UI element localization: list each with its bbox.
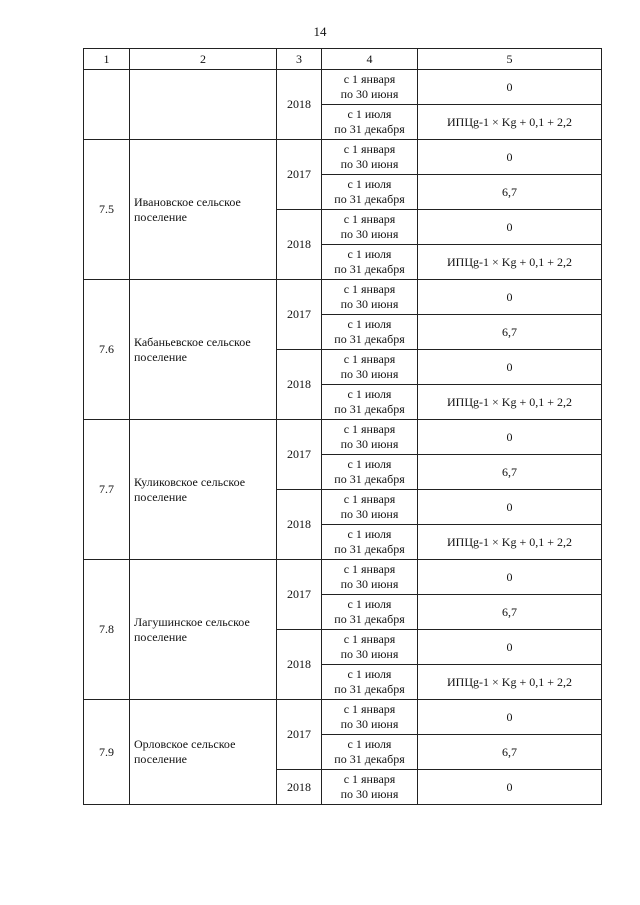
period-end: по 30 июня xyxy=(340,437,399,451)
period-start: с 1 января xyxy=(343,492,396,506)
header-col-4: 4 xyxy=(322,49,418,70)
period-cell xyxy=(322,700,418,735)
period-cell xyxy=(322,455,418,490)
year-cell: 2018 xyxy=(277,350,322,420)
value-cell: 0 xyxy=(418,770,602,805)
period-cell xyxy=(322,105,418,140)
period-start: с 1 июля xyxy=(347,527,392,541)
table-row xyxy=(84,560,602,595)
period-end: по 30 июня xyxy=(340,87,399,101)
period-cell xyxy=(322,525,418,560)
year-cell: 2017 xyxy=(277,280,322,350)
header-col-5: 5 xyxy=(418,49,602,70)
period-cell xyxy=(322,70,418,105)
value-cell: 6,7 xyxy=(418,175,602,210)
year-cell: 2017 xyxy=(277,420,322,490)
period-cell xyxy=(322,175,418,210)
tariff-table xyxy=(83,48,602,805)
value-cell: ИПЦg-1 × Kg + 0,1 + 2,2 xyxy=(418,525,602,560)
header-row xyxy=(84,49,602,70)
period-start: с 1 января xyxy=(343,282,396,296)
settlement-name-cell: Куликовское сельское поселение xyxy=(130,420,277,560)
value-cell: 0 xyxy=(418,420,602,455)
item-number-cell: 7.6 xyxy=(84,280,130,420)
item-number-cell: 7.8 xyxy=(84,560,130,700)
settlement-name-cell: Лагушинское сельское поселение xyxy=(130,560,277,700)
value-cell: 0 xyxy=(418,560,602,595)
item-number-cell: 7.5 xyxy=(84,140,130,280)
year-cell: 2017 xyxy=(277,700,322,770)
period-end: по 30 июня xyxy=(340,297,399,311)
settlement-name-cell: Орловское сельское поселение xyxy=(130,700,277,805)
year-cell: 2018 xyxy=(277,210,322,280)
value-cell: 0 xyxy=(418,350,602,385)
period-end: по 30 июня xyxy=(340,787,399,801)
table-row xyxy=(84,70,602,105)
period-cell xyxy=(322,315,418,350)
settlement-name-cell xyxy=(130,70,277,140)
period-end: по 30 июня xyxy=(340,367,399,381)
period-start: с 1 июля xyxy=(347,247,392,261)
period-start: с 1 января xyxy=(343,142,396,156)
period-start: с 1 июля xyxy=(347,667,392,681)
year-cell: 2018 xyxy=(277,770,322,805)
period-start: с 1 июля xyxy=(347,597,392,611)
period-start: с 1 июля xyxy=(347,107,392,121)
period-start: с 1 июля xyxy=(347,317,392,331)
period-end: по 31 декабря xyxy=(334,612,405,626)
period-end: по 31 декабря xyxy=(334,262,405,276)
period-end: по 31 декабря xyxy=(334,472,405,486)
period-end: по 30 июня xyxy=(340,577,399,591)
header-col-3: 3 xyxy=(277,49,322,70)
period-start: с 1 января xyxy=(343,772,396,786)
year-cell: 2018 xyxy=(277,630,322,700)
period-start: с 1 июля xyxy=(347,737,392,751)
period-end: по 31 декабря xyxy=(334,542,405,556)
period-cell xyxy=(322,245,418,280)
period-end: по 31 декабря xyxy=(334,122,405,136)
period-end: по 31 декабря xyxy=(334,402,405,416)
table-row xyxy=(84,700,602,735)
period-start: с 1 января xyxy=(343,422,396,436)
year-cell: 2018 xyxy=(277,490,322,560)
period-cell xyxy=(322,210,418,245)
value-cell: 0 xyxy=(418,490,602,525)
period-cell xyxy=(322,420,418,455)
period-end: по 31 декабря xyxy=(334,192,405,206)
value-cell: 0 xyxy=(418,70,602,105)
period-start: с 1 января xyxy=(343,702,396,716)
period-end: по 30 июня xyxy=(340,157,399,171)
period-end: по 31 декабря xyxy=(334,332,405,346)
period-start: с 1 июля xyxy=(347,387,392,401)
page-number: 14 xyxy=(313,24,327,39)
table-row xyxy=(84,420,602,455)
value-cell: ИПЦg-1 × Kg + 0,1 + 2,2 xyxy=(418,245,602,280)
period-start: с 1 января xyxy=(343,352,396,366)
table-row xyxy=(84,140,602,175)
period-cell xyxy=(322,350,418,385)
period-cell xyxy=(322,280,418,315)
year-cell: 2017 xyxy=(277,140,322,210)
table-row xyxy=(84,280,602,315)
period-cell xyxy=(322,735,418,770)
item-number-cell: 7.7 xyxy=(84,420,130,560)
period-end: по 30 июня xyxy=(340,647,399,661)
period-start: с 1 января xyxy=(343,632,396,646)
header-col-2: 2 xyxy=(130,49,277,70)
settlement-name-cell: Ивановское сельское поселение xyxy=(130,140,277,280)
value-cell: 0 xyxy=(418,280,602,315)
period-end: по 30 июня xyxy=(340,227,399,241)
value-cell: 6,7 xyxy=(418,735,602,770)
header-col-1: 1 xyxy=(84,49,130,70)
period-start: с 1 июля xyxy=(347,457,392,471)
item-number-cell: 7.9 xyxy=(84,700,130,805)
period-end: по 30 июня xyxy=(340,717,399,731)
settlement-name-cell: Кабаньевское сельское поселение xyxy=(130,280,277,420)
value-cell: ИПЦg-1 × Kg + 0,1 + 2,2 xyxy=(418,665,602,700)
value-cell: ИПЦg-1 × Kg + 0,1 + 2,2 xyxy=(418,105,602,140)
value-cell: 0 xyxy=(418,630,602,665)
period-cell xyxy=(322,385,418,420)
period-cell xyxy=(322,630,418,665)
value-cell: 6,7 xyxy=(418,595,602,630)
period-cell xyxy=(322,560,418,595)
year-cell: 2018 xyxy=(277,70,322,140)
period-cell xyxy=(322,665,418,700)
period-end: по 31 декабря xyxy=(334,682,405,696)
period-start: с 1 января xyxy=(343,72,396,86)
period-end: по 30 июня xyxy=(340,507,399,521)
period-cell xyxy=(322,770,418,805)
period-cell xyxy=(322,595,418,630)
period-start: с 1 июля xyxy=(347,177,392,191)
value-cell: 6,7 xyxy=(418,315,602,350)
period-start: с 1 января xyxy=(343,562,396,576)
period-cell xyxy=(322,140,418,175)
value-cell: 0 xyxy=(418,210,602,245)
table-body xyxy=(84,70,602,805)
value-cell: 6,7 xyxy=(418,455,602,490)
item-number-cell xyxy=(84,70,130,140)
value-cell: 0 xyxy=(418,700,602,735)
year-cell: 2017 xyxy=(277,560,322,630)
period-start: с 1 января xyxy=(343,212,396,226)
period-end: по 31 декабря xyxy=(334,752,405,766)
value-cell: ИПЦg-1 × Kg + 0,1 + 2,2 xyxy=(418,385,602,420)
period-cell xyxy=(322,490,418,525)
value-cell: 0 xyxy=(418,140,602,175)
